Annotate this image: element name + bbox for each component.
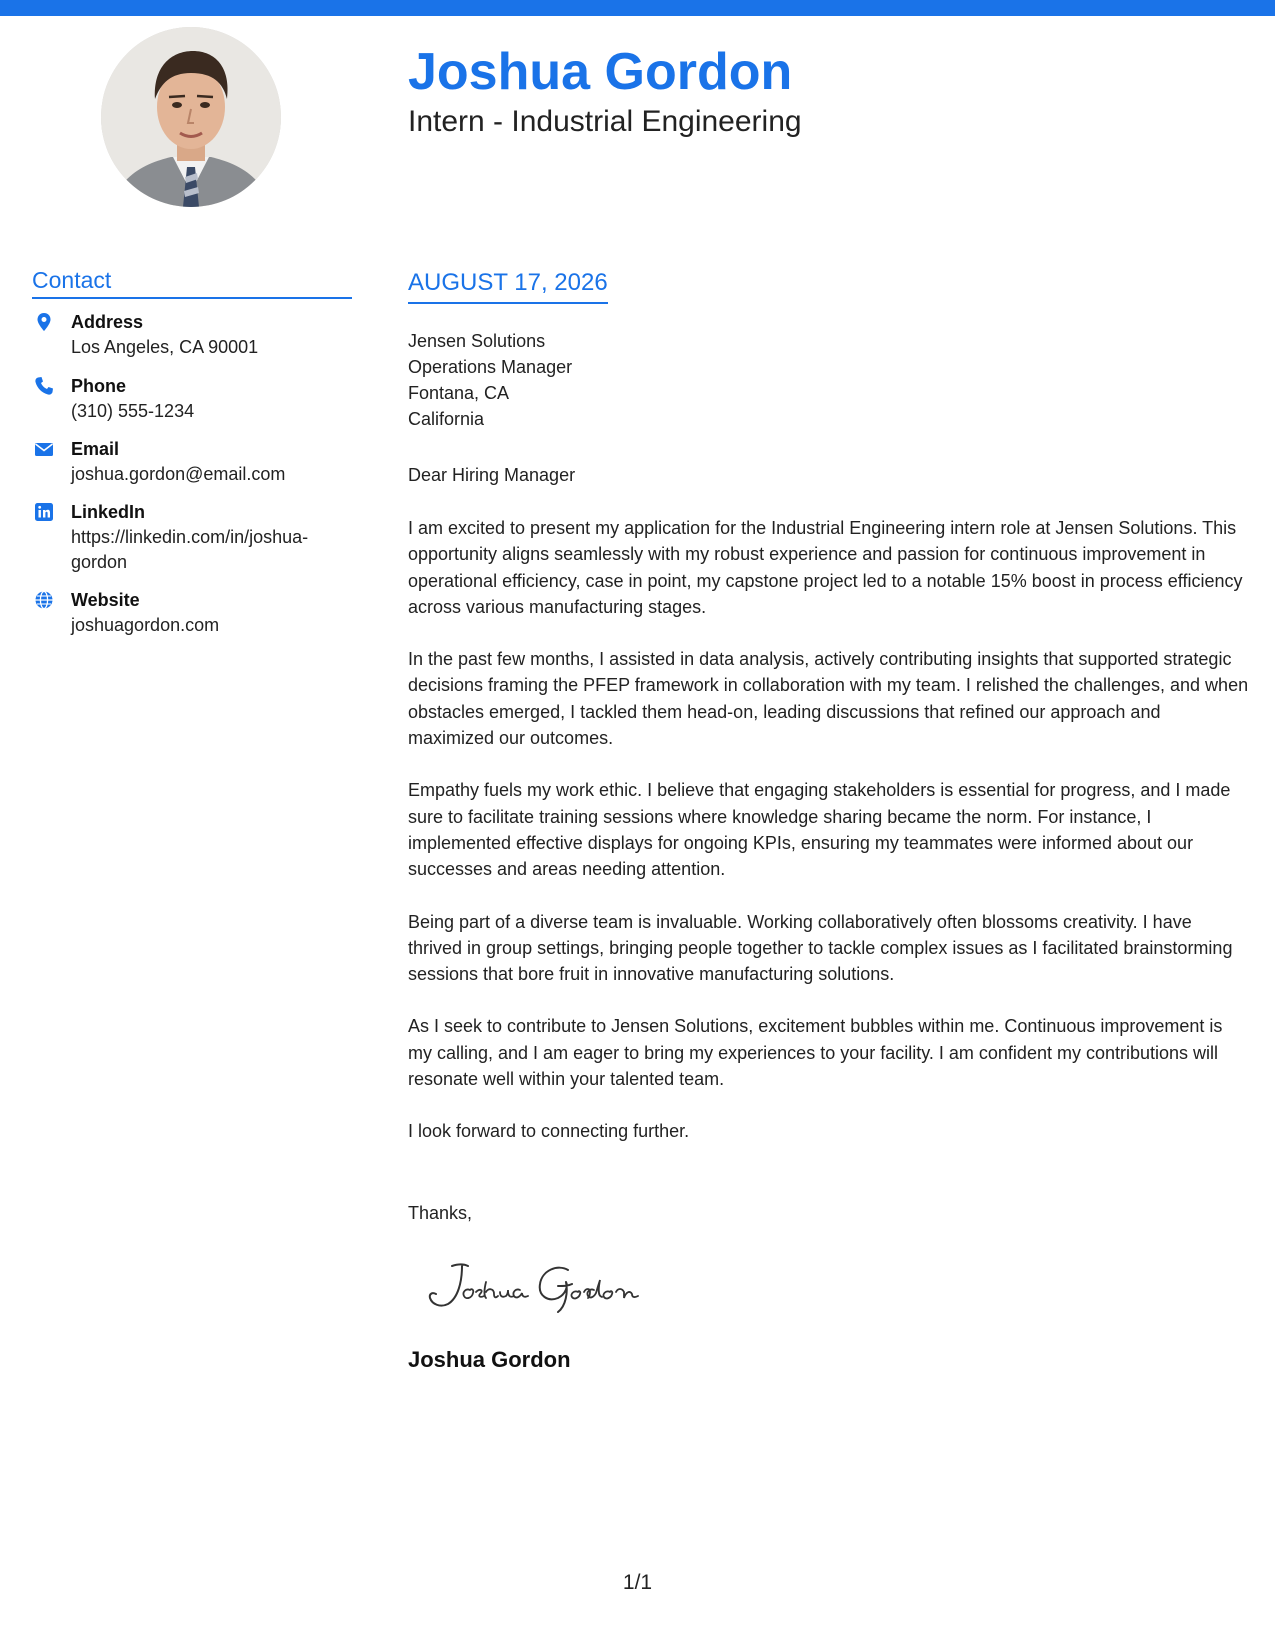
body-paragraph: In the past few months, I assisted in data analysis, actively contributing insights that supported strategic decisions framing the PFEP framework in collaboration with my team. I relished the challenges, and when obstacles emerged, I tackled them head-on, leading discussions that refined our approach and maximized our outcomes. bbox=[408, 649, 1249, 749]
contact-value: joshua.gordon@email.com bbox=[71, 464, 286, 484]
contact-value: joshuagordon.com bbox=[71, 615, 220, 635]
candidate-role: Intern - Industrial Engineering bbox=[408, 105, 802, 138]
salutation: Dear Hiring Manager bbox=[408, 465, 576, 485]
recipient-line: Fontana, CA bbox=[408, 383, 510, 403]
contact-label: LinkedIn bbox=[71, 502, 146, 522]
candidate-name: Joshua Gordon bbox=[408, 43, 793, 101]
envelope-icon bbox=[34, 439, 54, 459]
globe-icon bbox=[34, 590, 54, 610]
top-accent-bar bbox=[0, 0, 1275, 16]
handwritten-signature bbox=[418, 1252, 678, 1322]
body-paragraph: I look forward to connecting further. bbox=[408, 1121, 690, 1142]
body-paragraph: As I seek to contribute to Jensen Solutions, excitement bubbles within me. Continuous improvement is my calling, and I am eager to bring my experiences to your facility. I am confident my contributions will resonate well within your talented team. bbox=[408, 1016, 1223, 1090]
map-pin-icon bbox=[34, 312, 54, 332]
letter-date: AUGUST 17, 2026 bbox=[408, 268, 608, 304]
profile-photo bbox=[101, 27, 281, 207]
recipient-line: California bbox=[408, 409, 485, 429]
page-number: 1/1 bbox=[622, 1571, 653, 1594]
letter-body bbox=[408, 515, 1250, 1171]
body-paragraph: Empathy fuels my work ethic. I believe that engaging stakeholders is essential for progress, and I made sure to facilitate training sessions where knowledge sharing became the norm. For instance, I implemented effective displays for ongoing KPIs, ensuring my teammates were informed about our successes and areas needing attention. bbox=[408, 780, 1231, 880]
contact-label: Phone bbox=[71, 376, 127, 396]
contact-label: Address bbox=[71, 312, 144, 332]
contact-heading: Contact bbox=[32, 266, 352, 299]
phone-icon bbox=[34, 376, 54, 396]
contact-label: Email bbox=[71, 439, 120, 459]
recipient-block bbox=[408, 328, 572, 432]
signer-name: Joshua Gordon bbox=[408, 1347, 571, 1372]
body-paragraph: I am excited to present my application for the Industrial Engineering intern role at Jensen Solutions. This opportunity aligns seamlessly with my robust experience and passion for continuous improvement in operational efficiency, case in point, my capstone project led to a notable 15% boost in process efficiency across various manufacturing stages. bbox=[408, 518, 1243, 617]
contact-value: Los Angeles, CA 90001 bbox=[71, 337, 259, 357]
closing: Thanks, bbox=[408, 1203, 473, 1223]
recipient-line: Jensen Solutions bbox=[408, 331, 546, 351]
contact-value: https://linkedin.com/in/joshua-gordon bbox=[71, 527, 309, 572]
contact-label: Website bbox=[71, 590, 140, 610]
contact-value: (310) 555-1234 bbox=[71, 401, 195, 421]
linkedin-icon bbox=[34, 502, 54, 522]
recipient-line: Operations Manager bbox=[408, 357, 573, 377]
body-paragraph: Being part of a diverse team is invaluable. Working collaboratively often blossoms creativity. I have thrived in group settings, bringing people together to tackle complex issues as I facilitated brainstorming sessions that bore fruit in innovative manufacturing solutions. bbox=[408, 911, 1233, 985]
